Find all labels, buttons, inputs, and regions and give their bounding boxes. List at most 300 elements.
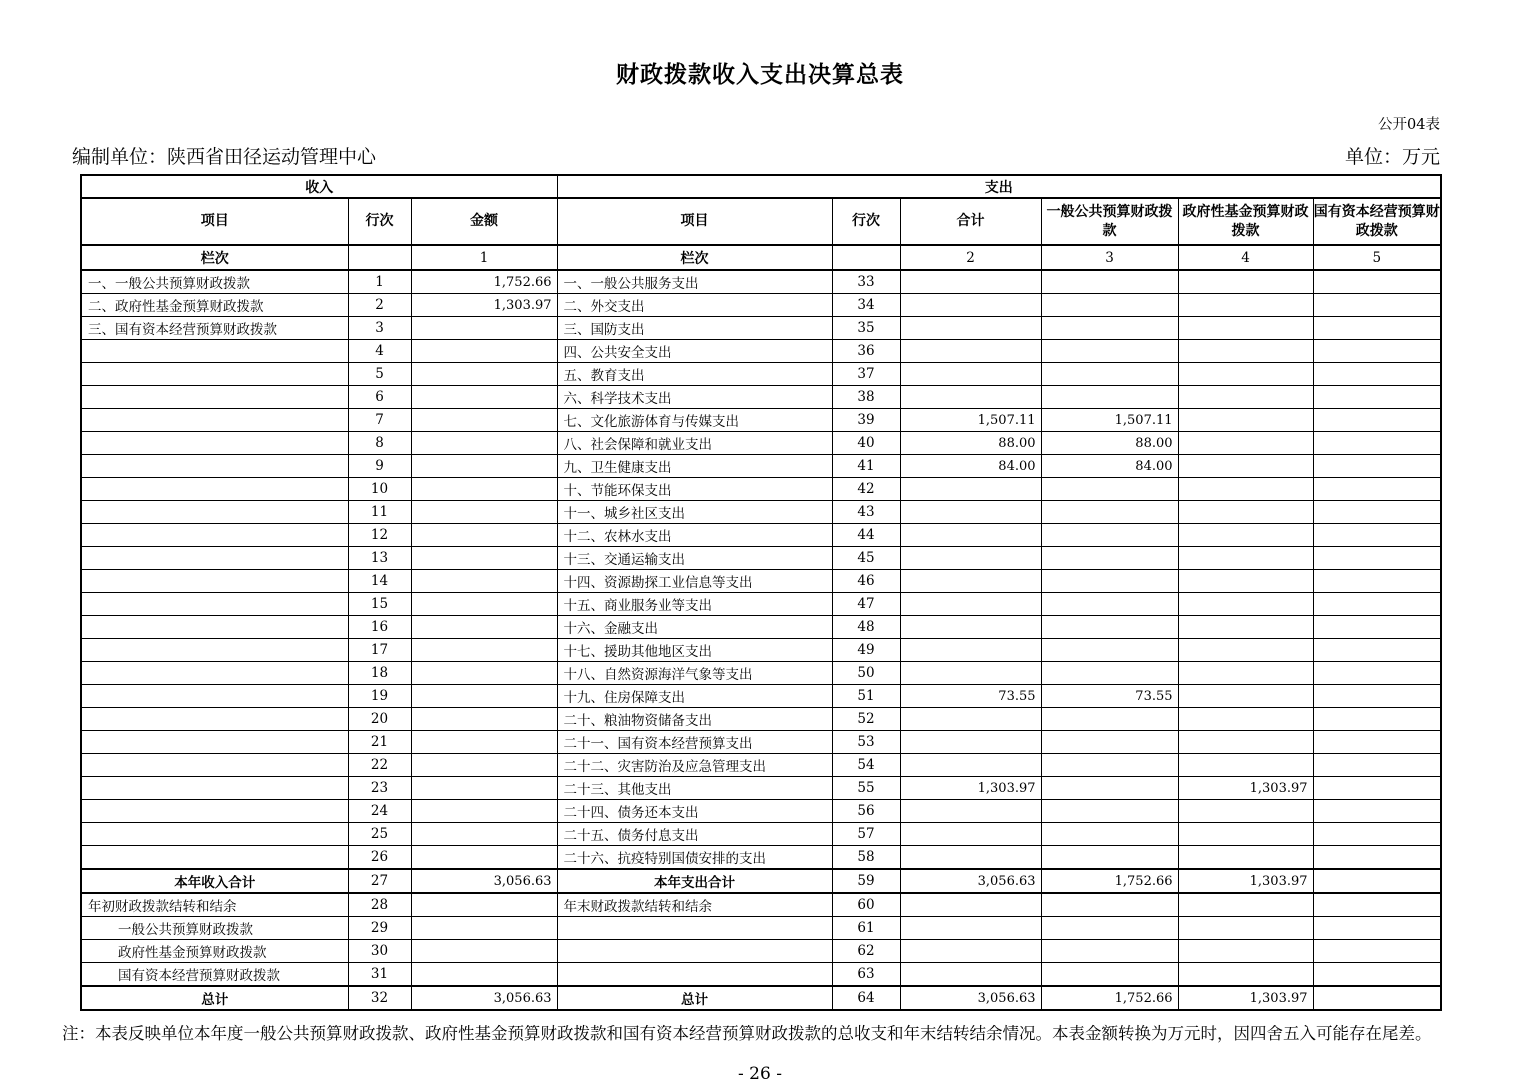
income-item (81, 616, 348, 639)
income-amount (411, 432, 557, 455)
expense-state-capital-amount (1313, 639, 1441, 662)
expense-state-capital-amount (1313, 386, 1441, 409)
table-row (81, 963, 1441, 987)
note-text: 注：本表反映单位本年度一般公共预算财政拨款、政府性基金预算财政拨款和国有资本经营预算财政拨款的总收支和年末结转结余情况。本表金额转换为万元时，因四舍五入可能存在尾差。 (62, 1024, 1432, 1043)
income-amount (411, 386, 557, 409)
expense-gov-fund-amount (1178, 639, 1313, 662)
expense-state-capital-amount (1313, 754, 1441, 777)
expense-gov-fund-amount (1178, 616, 1313, 639)
expense-total-amount (900, 501, 1041, 524)
income-amount (411, 940, 557, 963)
expense-item: 十三、交通运输支出 (557, 547, 832, 570)
income-line-no: 10 (348, 478, 411, 501)
expense-item: 十一、城乡社区支出 (557, 501, 832, 524)
income-amount (411, 846, 557, 870)
expense-line-no: 64 (832, 986, 900, 1010)
income-amount (411, 708, 557, 731)
income-line-no: 12 (348, 524, 411, 547)
expense-item: 十八、自然资源海洋气象等支出 (557, 662, 832, 685)
income-item: 三、国有资本经营预算财政拨款 (81, 317, 348, 340)
income-item-header: 项目 (81, 198, 348, 245)
income-item (81, 800, 348, 823)
income-item: 二、政府性基金预算财政拨款 (81, 294, 348, 317)
income-line-no: 28 (348, 893, 411, 917)
expense-total-amount (900, 570, 1041, 593)
income-item: 一般公共预算财政拨款 (81, 917, 348, 940)
table-row (81, 270, 1441, 294)
income-line-no: 26 (348, 846, 411, 870)
income-line-no: 17 (348, 639, 411, 662)
expense-item: 总计 (557, 986, 832, 1010)
income-line-no: 24 (348, 800, 411, 823)
expense-line-no: 33 (832, 270, 900, 294)
column-header-row (81, 198, 1441, 245)
table-row (81, 432, 1441, 455)
expense-state-capital-amount (1313, 846, 1441, 870)
expense-general-budget-amount (1041, 524, 1178, 547)
table-row (81, 409, 1441, 432)
expense-item: 二十一、国有资本经营预算支出 (557, 731, 832, 754)
income-item: 政府性基金预算财政拨款 (81, 940, 348, 963)
income-amount (411, 570, 557, 593)
expense-total-amount: 73.55 (900, 685, 1041, 708)
table-row (81, 823, 1441, 846)
expense-total-amount (900, 963, 1041, 987)
income-amount (411, 777, 557, 800)
expense-state-capital-amount (1313, 317, 1441, 340)
expense-line-no: 50 (832, 662, 900, 685)
expense-total-amount (900, 846, 1041, 870)
rank-row (81, 245, 1441, 270)
income-line-no: 29 (348, 917, 411, 940)
expense-state-capital-amount (1313, 708, 1441, 731)
expense-state-capital-amount (1313, 593, 1441, 616)
income-line-no: 31 (348, 963, 411, 987)
expense-state-capital-amount (1313, 940, 1441, 963)
income-amount (411, 917, 557, 940)
unit-label: 单位：万元 (1344, 146, 1440, 168)
expense-general-budget-amount (1041, 616, 1178, 639)
income-item (81, 639, 348, 662)
expense-line-header: 行次 (832, 198, 900, 245)
income-item (81, 501, 348, 524)
income-line-no: 25 (348, 823, 411, 846)
expense-state-capital-amount (1313, 547, 1441, 570)
expense-gov-fund-amount (1178, 478, 1313, 501)
income-line-no: 18 (348, 662, 411, 685)
expense-general-budget-amount (1041, 963, 1178, 987)
expense-line-no: 44 (832, 524, 900, 547)
expense-gov-fund-amount (1178, 455, 1313, 478)
expense-total-amount (900, 754, 1041, 777)
expense-line-no: 62 (832, 940, 900, 963)
expense-state-capital-amount (1313, 455, 1441, 478)
expense-state-capital-amount (1313, 893, 1441, 917)
income-item (81, 708, 348, 731)
table-row (81, 869, 1441, 893)
table-row (81, 800, 1441, 823)
expense-general-budget-amount (1041, 800, 1178, 823)
income-line-no: 23 (348, 777, 411, 800)
expense-total-amount (900, 317, 1041, 340)
income-item (81, 524, 348, 547)
expense-state-capital-amount (1313, 570, 1441, 593)
page-number: - 26 - (738, 1064, 782, 1084)
expense-line-no: 35 (832, 317, 900, 340)
expense-general-budget-amount: 88.00 (1041, 432, 1178, 455)
expense-line-no: 40 (832, 432, 900, 455)
expense-line-no: 63 (832, 963, 900, 987)
expense-line-no: 59 (832, 869, 900, 893)
expense-general-budget-amount: 1,752.66 (1041, 869, 1178, 893)
table-row (81, 363, 1441, 386)
expense-state-capital-amount (1313, 917, 1441, 940)
expense-line-no: 36 (832, 340, 900, 363)
expense-item: 九、卫生健康支出 (557, 455, 832, 478)
income-line-no: 6 (348, 386, 411, 409)
expense-item (557, 963, 832, 987)
income-line-no: 11 (348, 501, 411, 524)
expense-line-no: 56 (832, 800, 900, 823)
income-line-no: 9 (348, 455, 411, 478)
table-row (81, 386, 1441, 409)
table-row (81, 662, 1441, 685)
expense-item: 十九、住房保障支出 (557, 685, 832, 708)
expense-total-amount (900, 270, 1041, 294)
expense-state-capital-amount (1313, 270, 1441, 294)
expense-gov-fund-amount: 1,303.97 (1178, 777, 1313, 800)
income-item (81, 846, 348, 870)
expense-general-budget-amount (1041, 363, 1178, 386)
expense-line-no: 55 (832, 777, 900, 800)
expense-line-no: 52 (832, 708, 900, 731)
income-amount-header: 金额 (411, 198, 557, 245)
table-row (81, 917, 1441, 940)
income-amount (411, 639, 557, 662)
expense-total-amount (900, 547, 1041, 570)
expense-item: 八、社会保障和就业支出 (557, 432, 832, 455)
income-item (81, 386, 348, 409)
income-rank-line-cell (348, 245, 411, 270)
income-amount (411, 893, 557, 917)
income-amount (411, 800, 557, 823)
income-line-no: 1 (348, 270, 411, 294)
expense-item: 二、外交支出 (557, 294, 832, 317)
expense-line-no: 46 (832, 570, 900, 593)
expense-item-header: 项目 (557, 198, 832, 245)
expense-section-header: 支出 (557, 175, 1441, 198)
table-row (81, 478, 1441, 501)
page-title: 财政拨款收入支出决算总表 (616, 61, 904, 88)
fiscal-appropriation-table (80, 174, 1442, 1011)
income-line-no: 19 (348, 685, 411, 708)
expense-item: 十六、金融支出 (557, 616, 832, 639)
income-line-no: 13 (348, 547, 411, 570)
expense-state-capital-amount (1313, 478, 1441, 501)
expense-rank-line-cell (832, 245, 900, 270)
income-line-no: 27 (348, 869, 411, 893)
table-row (81, 616, 1441, 639)
expense-item: 十二、农林水支出 (557, 524, 832, 547)
expense-total-amount (900, 731, 1041, 754)
expense-gov-fund-amount (1178, 363, 1313, 386)
expense-rank-label: 栏次 (557, 245, 832, 270)
expense-state-capital-amount (1313, 340, 1441, 363)
expense-gov-fund-amount (1178, 823, 1313, 846)
income-amount (411, 963, 557, 987)
expense-total-amount: 3,056.63 (900, 869, 1041, 893)
expense-item: 一、一般公共服务支出 (557, 270, 832, 294)
expense-line-no: 53 (832, 731, 900, 754)
expense-gov-fund-amount (1178, 731, 1313, 754)
expense-general-budget-amount (1041, 917, 1178, 940)
column-number-1: 1 (411, 245, 557, 270)
expense-general-budget-amount (1041, 754, 1178, 777)
expense-state-capital-amount (1313, 524, 1441, 547)
expense-general-budget-amount (1041, 340, 1178, 363)
expense-item: 二十四、债务还本支出 (557, 800, 832, 823)
expense-total-amount (900, 823, 1041, 846)
income-line-no: 15 (348, 593, 411, 616)
expense-item (557, 917, 832, 940)
income-amount: 1,752.66 (411, 270, 557, 294)
expense-total-amount: 88.00 (900, 432, 1041, 455)
expense-total-amount: 84.00 (900, 455, 1041, 478)
income-amount (411, 662, 557, 685)
table-row (81, 570, 1441, 593)
expense-total-amount (900, 524, 1041, 547)
expense-line-no: 43 (832, 501, 900, 524)
expense-item: 三、国防支出 (557, 317, 832, 340)
table-row (81, 846, 1441, 870)
column-number-5: 5 (1313, 245, 1441, 270)
expense-line-no: 42 (832, 478, 900, 501)
expense-gov-fund-amount (1178, 963, 1313, 987)
income-amount (411, 823, 557, 846)
expense-line-no: 61 (832, 917, 900, 940)
expense-item: 十四、资源勘探工业信息等支出 (557, 570, 832, 593)
expense-general-budget-amount (1041, 639, 1178, 662)
expense-line-no: 39 (832, 409, 900, 432)
expense-general-budget-amount (1041, 478, 1178, 501)
expense-state-capital-amount (1313, 294, 1441, 317)
table-row (81, 986, 1441, 1010)
expense-general-budget-amount (1041, 662, 1178, 685)
income-amount (411, 547, 557, 570)
expense-gov-fund-amount (1178, 846, 1313, 870)
income-line-no: 14 (348, 570, 411, 593)
expense-gov-fund-amount (1178, 340, 1313, 363)
expense-general-budget-header: 一般公共预算财政拨款 (1041, 198, 1178, 245)
income-item (81, 570, 348, 593)
expense-item: 十五、商业服务业等支出 (557, 593, 832, 616)
income-item (81, 363, 348, 386)
table-row (81, 547, 1441, 570)
expense-general-budget-amount (1041, 708, 1178, 731)
income-line-no: 2 (348, 294, 411, 317)
expense-gov-fund-amount: 1,303.97 (1178, 986, 1313, 1010)
expense-total-amount (900, 478, 1041, 501)
expense-general-budget-amount (1041, 570, 1178, 593)
income-line-no: 3 (348, 317, 411, 340)
expense-general-budget-amount (1041, 940, 1178, 963)
expense-total-amount (900, 940, 1041, 963)
income-line-no: 16 (348, 616, 411, 639)
expense-gov-fund-amount (1178, 940, 1313, 963)
expense-state-capital-amount (1313, 963, 1441, 987)
income-item (81, 823, 348, 846)
expense-state-capital-amount (1313, 501, 1441, 524)
income-item (81, 478, 348, 501)
expense-gov-fund-header: 政府性基金预算财政拨款 (1178, 198, 1313, 245)
expense-gov-fund-amount (1178, 317, 1313, 340)
expense-general-budget-amount (1041, 593, 1178, 616)
expense-item: 本年支出合计 (557, 869, 832, 893)
table-body (81, 270, 1441, 1010)
expense-general-budget-amount: 73.55 (1041, 685, 1178, 708)
expense-general-budget-amount (1041, 777, 1178, 800)
expense-state-capital-amount (1313, 409, 1441, 432)
expense-total-amount (900, 363, 1041, 386)
expense-general-budget-amount: 1,752.66 (1041, 986, 1178, 1010)
expense-state-capital-amount (1313, 432, 1441, 455)
expense-item: 十七、援助其他地区支出 (557, 639, 832, 662)
expense-total-amount (900, 593, 1041, 616)
expense-line-no: 34 (832, 294, 900, 317)
expense-line-no: 47 (832, 593, 900, 616)
income-item: 年初财政拨款结转和结余 (81, 893, 348, 917)
income-amount (411, 593, 557, 616)
expense-gov-fund-amount (1178, 662, 1313, 685)
income-line-no: 21 (348, 731, 411, 754)
expense-item: 二十二、灾害防治及应急管理支出 (557, 754, 832, 777)
expense-gov-fund-amount (1178, 409, 1313, 432)
meta-row (72, 142, 1440, 169)
expense-gov-fund-amount (1178, 294, 1313, 317)
expense-item: 二十、粮油物资储备支出 (557, 708, 832, 731)
expense-state-capital-amount (1313, 685, 1441, 708)
expense-total-amount (900, 340, 1041, 363)
expense-gov-fund-amount (1178, 593, 1313, 616)
income-amount (411, 340, 557, 363)
expense-general-budget-amount (1041, 270, 1178, 294)
income-line-header: 行次 (348, 198, 411, 245)
expense-general-budget-amount (1041, 731, 1178, 754)
expense-state-capital-amount (1313, 731, 1441, 754)
prepared-by-label: 编制单位： (72, 146, 168, 168)
expense-total-amount (900, 708, 1041, 731)
income-amount (411, 616, 557, 639)
income-item (81, 340, 348, 363)
income-amount (411, 478, 557, 501)
table-row (81, 777, 1441, 800)
expense-gov-fund-amount (1178, 270, 1313, 294)
expense-item: 年末财政拨款结转和结余 (557, 893, 832, 917)
expense-gov-fund-amount (1178, 893, 1313, 917)
expense-state-capital-amount (1313, 800, 1441, 823)
table-row (81, 940, 1441, 963)
expense-line-no: 45 (832, 547, 900, 570)
income-amount: 3,056.63 (411, 986, 557, 1010)
column-number-2: 2 (900, 245, 1041, 270)
income-amount (411, 501, 557, 524)
expense-line-no: 37 (832, 363, 900, 386)
expense-item: 二十六、抗疫特别国债安排的支出 (557, 846, 832, 870)
expense-line-no: 41 (832, 455, 900, 478)
expense-state-capital-amount (1313, 616, 1441, 639)
expense-gov-fund-amount (1178, 524, 1313, 547)
income-item (81, 662, 348, 685)
expense-general-budget-amount (1041, 846, 1178, 870)
income-item (81, 432, 348, 455)
income-line-no: 32 (348, 986, 411, 1010)
expense-state-capital-amount (1313, 986, 1441, 1010)
expense-line-no: 58 (832, 846, 900, 870)
table-row (81, 340, 1441, 363)
income-amount: 3,056.63 (411, 869, 557, 893)
income-rank-label: 栏次 (81, 245, 348, 270)
expense-gov-fund-amount (1178, 917, 1313, 940)
income-amount (411, 455, 557, 478)
table-row (81, 501, 1441, 524)
income-item (81, 547, 348, 570)
income-amount (411, 363, 557, 386)
expense-general-budget-amount: 84.00 (1041, 455, 1178, 478)
expense-gov-fund-amount (1178, 708, 1313, 731)
income-amount (411, 409, 557, 432)
expense-gov-fund-amount (1178, 547, 1313, 570)
expense-line-no: 57 (832, 823, 900, 846)
column-number-3: 3 (1041, 245, 1178, 270)
column-number-4: 4 (1178, 245, 1313, 270)
income-amount (411, 524, 557, 547)
section-header-row (81, 175, 1441, 198)
income-line-no: 20 (348, 708, 411, 731)
income-item: 国有资本经营预算财政拨款 (81, 963, 348, 987)
expense-general-budget-amount (1041, 317, 1178, 340)
expense-gov-fund-amount (1178, 386, 1313, 409)
table-row (81, 685, 1441, 708)
expense-total-amount (900, 386, 1041, 409)
income-line-no: 5 (348, 363, 411, 386)
income-line-no: 7 (348, 409, 411, 432)
table-row (81, 754, 1441, 777)
income-amount (411, 754, 557, 777)
income-item: 一、一般公共预算财政拨款 (81, 270, 348, 294)
expense-gov-fund-amount (1178, 501, 1313, 524)
expense-total-amount (900, 294, 1041, 317)
expense-item (557, 940, 832, 963)
income-amount: 1,303.97 (411, 294, 557, 317)
table-row (81, 294, 1441, 317)
income-amount (411, 317, 557, 340)
prepared-by (72, 142, 376, 169)
table-row (81, 455, 1441, 478)
expense-state-capital-amount (1313, 777, 1441, 800)
expense-item: 二十五、债务付息支出 (557, 823, 832, 846)
income-line-no: 4 (348, 340, 411, 363)
expense-total-amount (900, 639, 1041, 662)
income-item (81, 409, 348, 432)
expense-item: 七、文化旅游体育与传媒支出 (557, 409, 832, 432)
expense-general-budget-amount (1041, 893, 1178, 917)
table-row (81, 708, 1441, 731)
expense-line-no: 49 (832, 639, 900, 662)
expense-general-budget-amount (1041, 501, 1178, 524)
table-row (81, 731, 1441, 754)
expense-item: 十、节能环保支出 (557, 478, 832, 501)
expense-line-no: 54 (832, 754, 900, 777)
